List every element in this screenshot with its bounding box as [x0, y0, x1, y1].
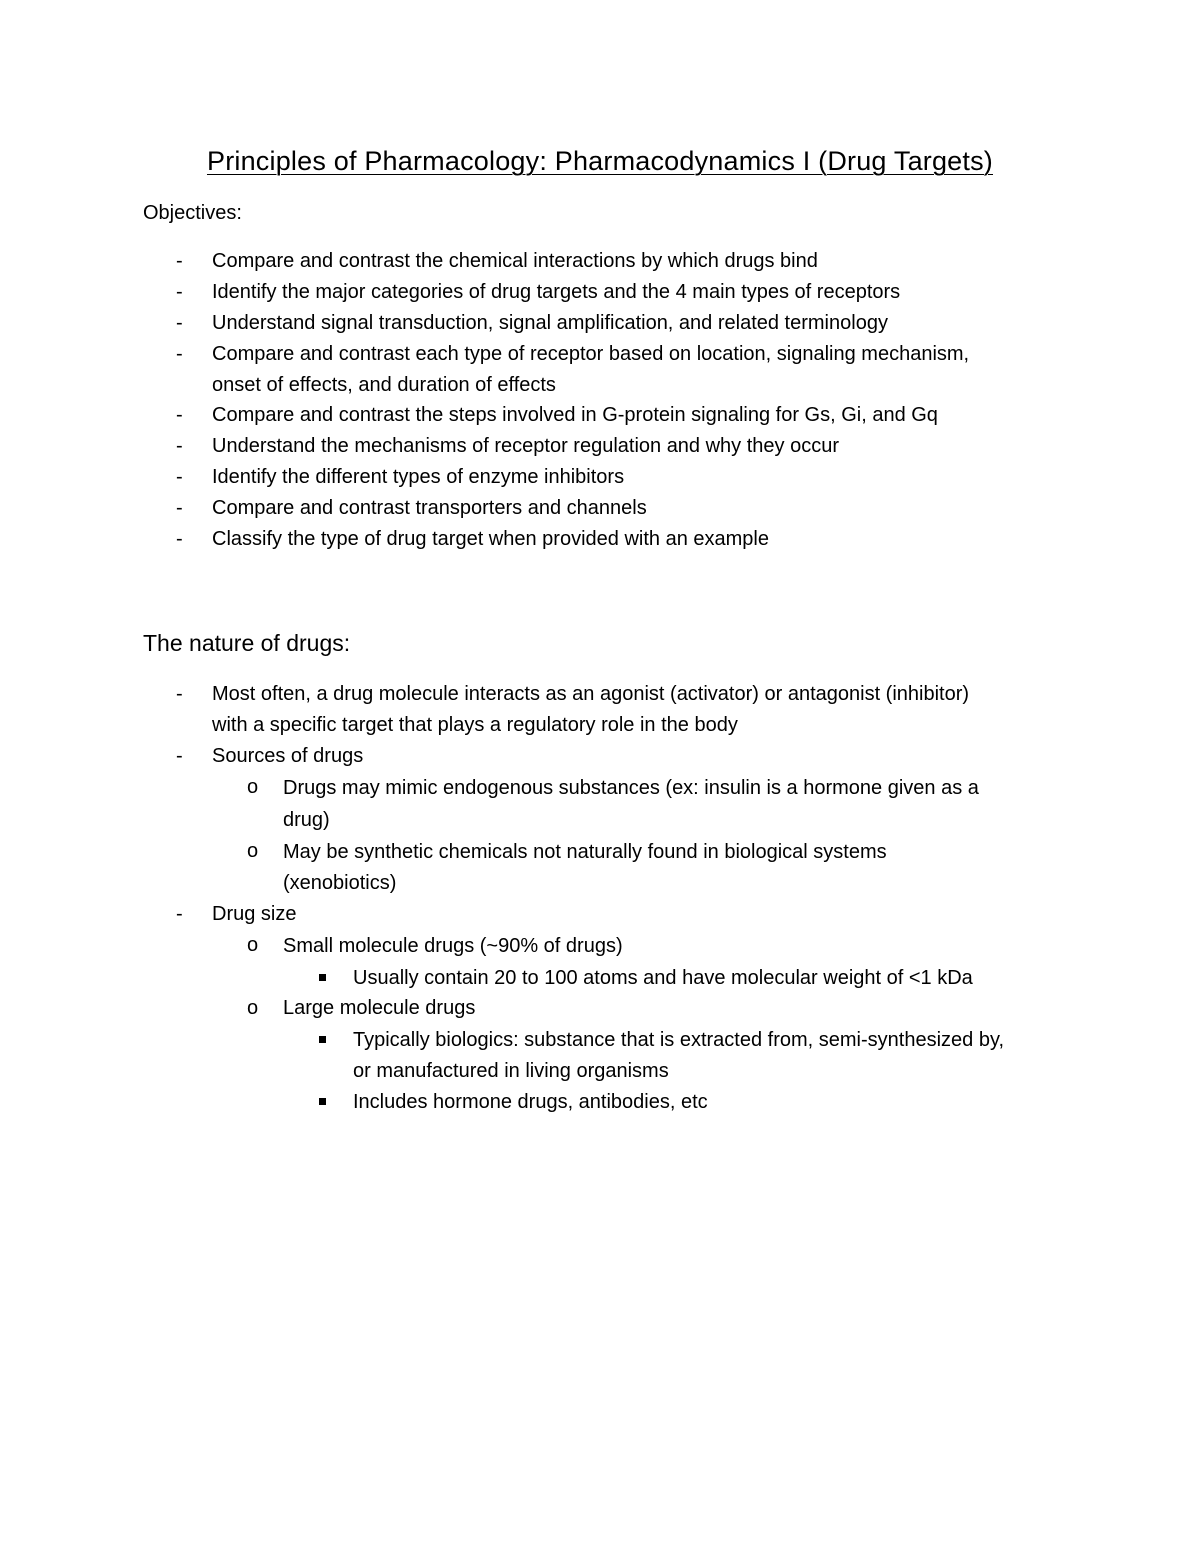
objective-item: Compare and contrast the chemical interactions by which drugs bind — [212, 250, 818, 272]
nature-item: Most often, a drug molecule interacts as an agonist (activator) or antagonist (inhibitor) — [212, 683, 970, 705]
square-bullet — [319, 974, 326, 981]
objective-item: Identify the different types of enzyme inhibitors — [212, 466, 625, 488]
dash-bullet: - — [176, 466, 183, 488]
dash-bullet: - — [176, 281, 183, 303]
circle-bullet: o — [247, 776, 259, 798]
dash-bullet: - — [176, 683, 183, 705]
objective-item-continuation: onset of effects, and duration of effects — [212, 374, 556, 396]
nature-subitem: May be synthetic chemicals not naturally found in biological systems — [283, 841, 887, 863]
square-bullet — [319, 1098, 326, 1105]
nature-subsubitem: Usually contain 20 to 100 atoms and have molecular weight of <1 kDa — [353, 967, 973, 989]
circle-bullet: o — [247, 934, 259, 956]
objective-item: Classify the type of drug target when provided with an example — [212, 528, 769, 550]
dash-bullet: - — [176, 435, 183, 457]
nature-item-continuation: with a specific target that plays a regulatory role in the body — [212, 714, 738, 736]
nature-item: Drug size — [212, 903, 297, 925]
nature-subitem: Drugs may mimic endogenous substances (ex: insulin is a hormone given as a — [283, 777, 979, 799]
nature-subsubitem-continuation: or manufactured in living organisms — [353, 1060, 669, 1082]
dash-bullet: - — [176, 312, 183, 334]
objective-item: Understand signal transduction, signal amplification, and related terminology — [212, 312, 888, 334]
dash-bullet: - — [176, 343, 183, 365]
nature-subitem: Large molecule drugs — [283, 997, 476, 1019]
nature-subitem-continuation: (xenobiotics) — [283, 872, 397, 894]
nature-subitem-continuation: drug) — [283, 809, 330, 831]
objective-item: Compare and contrast each type of receptor based on location, signaling mechanism, — [212, 343, 970, 365]
dash-bullet: - — [176, 404, 183, 426]
dash-bullet: - — [176, 745, 183, 767]
section-heading: The nature of drugs: — [143, 630, 351, 656]
dash-bullet: - — [176, 528, 183, 550]
objectives-heading: Objectives: — [143, 202, 242, 224]
nature-item: Sources of drugs — [212, 745, 364, 767]
page-title: Principles of Pharmacology: Pharmacodynamics I (Drug Targets) — [206, 146, 993, 176]
square-bullet — [319, 1036, 326, 1043]
dash-bullet: - — [176, 497, 183, 519]
objective-item: Understand the mechanisms of receptor regulation and why they occur — [212, 435, 840, 457]
objective-item: Compare and contrast transporters and channels — [212, 497, 647, 519]
dash-bullet: - — [176, 903, 183, 925]
circle-bullet: o — [247, 997, 259, 1019]
objective-item: Identify the major categories of drug targets and the 4 main types of receptors — [212, 281, 901, 303]
nature-subitem: Small molecule drugs (~90% of drugs) — [283, 935, 623, 957]
nature-subsubitem: Typically biologics: substance that is extracted from, semi-synthesized by, — [353, 1029, 1005, 1051]
nature-subsubitem: Includes hormone drugs, antibodies, etc — [353, 1091, 708, 1113]
objective-item: Compare and contrast the steps involved in G-protein signaling for Gs, Gi, and Gq — [212, 404, 938, 426]
circle-bullet: o — [247, 840, 259, 862]
dash-bullet: - — [176, 250, 183, 272]
